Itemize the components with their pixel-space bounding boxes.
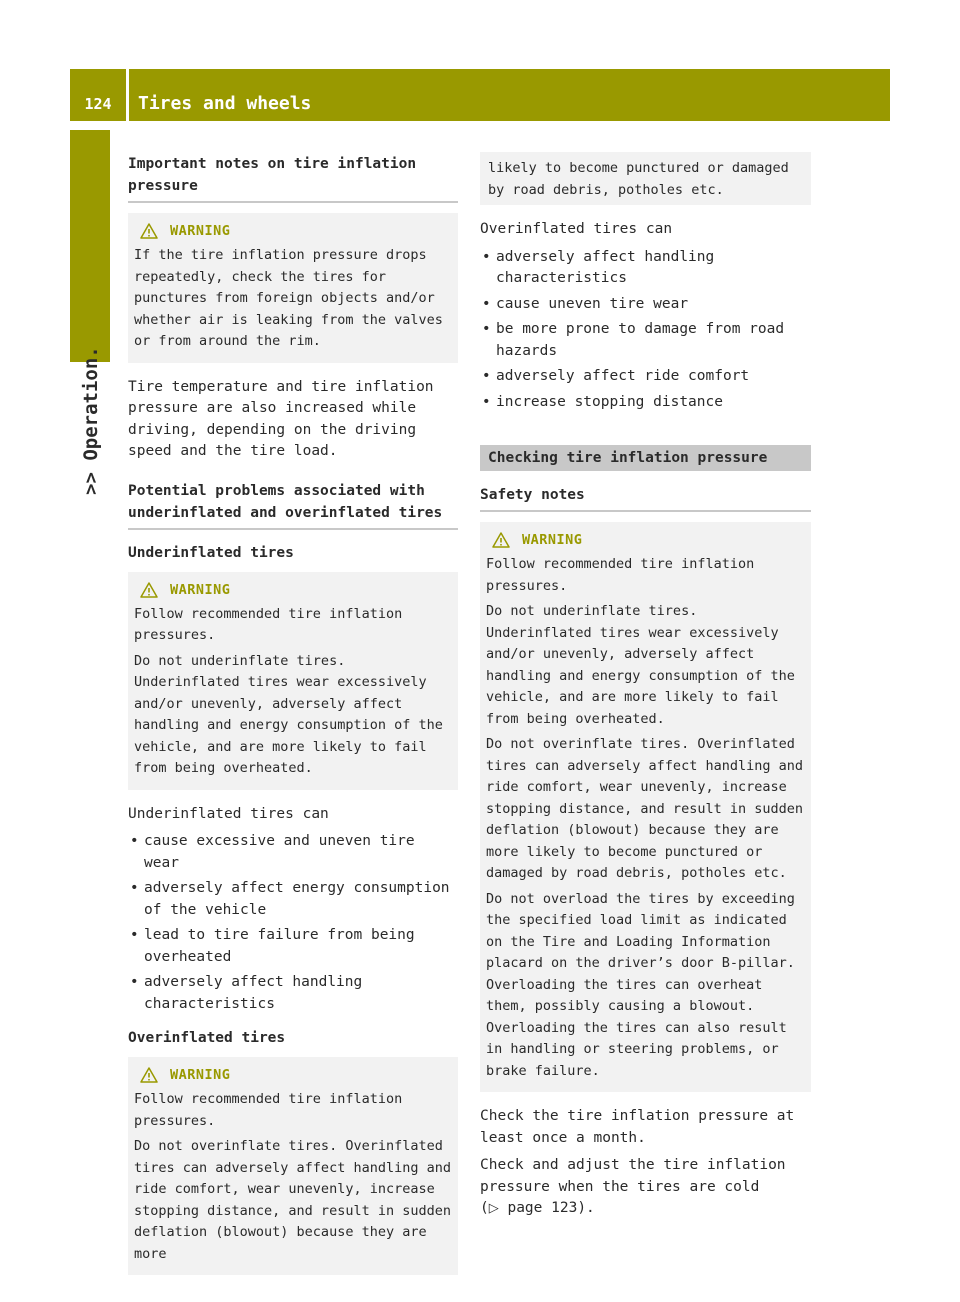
list-overinflated-effects [480, 247, 811, 414]
paragraph-overinflated-intro: Overinflated tires can [480, 221, 673, 237]
paragraph-text: Check and adjust the tire inflation pressure when the tires are cold [480, 1157, 786, 1195]
header-divider [126, 69, 129, 121]
warning-text: Do not underinflate tires. Underinflated tires wear excessively and/or unevenly, adversely affect handling and energy consumption of the vehicle, and are more likely to fail from being overheated. [134, 652, 443, 776]
warning-label: WARNING [170, 581, 231, 598]
list-item: • lead to tire failure from being overheated [128, 925, 458, 968]
section-title-inflation-notes: Important notes on tire inflation pressure [128, 150, 458, 203]
list-item: • adversely affect handling characteristics [480, 247, 811, 290]
warning-label: WARNING [522, 532, 583, 548]
list-item: • be more prone to damage from road hazards [480, 319, 811, 362]
warning-triangle-icon [140, 223, 158, 239]
paragraph-check-monthly: Check the tire inflation pressure at least once a month. [480, 1108, 795, 1146]
sidebar-tab-block [70, 130, 110, 362]
page-number: 124 [84, 95, 112, 113]
warning-text: Do not overload the tires by exceeding the specified load limit as indicated on the Tire and Loading Information placard on the driver’s door B-pillar. Overloading the tires can overheat them, possibly causing a blowout. Overloading the tires can also result in handling or steering problems, or brake failure. [486, 890, 795, 1079]
warning-box-safety [480, 522, 811, 1092]
warning-text: Do not underinflate tires. Underinflated tires wear excessively and/or unevenly, adversely affect handling and energy consumption of the vehicle, and are more likely to fail from being overheated. [486, 603, 795, 727]
chapter-title: Tires and wheels [138, 93, 312, 114]
warning-triangle-icon [140, 582, 158, 598]
warning-header [134, 1067, 452, 1083]
warning-box-continued [480, 152, 811, 205]
warning-box-underinflated [128, 572, 458, 790]
warning-triangle-icon [140, 1067, 158, 1083]
warning-header [486, 532, 805, 548]
page-ref-arrow-icon: ▷ [488, 1201, 499, 1216]
ref-open: ( [480, 1200, 489, 1216]
warning-box-overinflated [128, 1057, 458, 1275]
section-title-potential-problems: Potential problems associated with underinflated and overinflated tires [128, 477, 458, 530]
list-item: • adversely affect handling characteristics [128, 972, 458, 1015]
warning-header [134, 582, 452, 598]
warning-text: likely to become punctured or damaged by road debris, potholes etc. [488, 160, 789, 198]
page-header [70, 69, 890, 121]
subheading-overinflated: Overinflated tires [128, 1030, 286, 1046]
warning-text: Follow recommended tire inflation pressures. [486, 556, 755, 594]
page-reference-link[interactable]: page 123 [507, 1200, 578, 1216]
list-item: • increase stopping distance [480, 392, 811, 414]
warning-triangle-icon [492, 532, 510, 548]
warning-text: If the tire inflation pressure drops repeatedly, check the tires for punctures from foreign objects and/or whether air is leaking from the valves or from around the rim. [134, 247, 443, 349]
warning-text: Follow recommended tire inflation pressures. [134, 1091, 403, 1129]
paragraph-underinflated-intro: Underinflated tires can [128, 805, 329, 822]
warning-box-punctures [128, 213, 458, 363]
warning-text: Follow recommended tire inflation pressures. [134, 605, 403, 643]
section-title-safety-notes: Safety notes [480, 481, 811, 512]
warning-text: Do not overinflate tires. Overinflated tires can adversely affect handling and ride comfort, wear unevenly, increase stopping distance, and result in sudden deflation (blowout) because they are more likely to become punctured or damaged by road debris, potholes etc. [486, 736, 803, 881]
warning-text: Do not overinflate tires. Overinflated tires can adversely affect handling and ride comfort, wear unevenly, increase stopping distance, and result in sudden deflation (blowout) because they are more [134, 1138, 451, 1262]
list-item: • cause excessive and uneven tire wear [128, 831, 458, 874]
paragraph-temperature: Tire temperature and tire inflation pressure are also increased while driving, depending on the driving speed and the tire load. [128, 378, 434, 459]
left-column [128, 150, 458, 1275]
list-underinflated-effects [128, 831, 458, 1015]
paragraph-check-cold [480, 1155, 811, 1220]
list-item: • adversely affect ride comfort [480, 366, 811, 388]
subheading-underinflated: Underinflated tires [128, 544, 294, 561]
warning-label: WARNING [170, 1067, 231, 1083]
warning-label: WARNING [170, 223, 231, 239]
ref-close: ). [577, 1200, 595, 1216]
sidebar-section-text: >> Operation. [80, 346, 102, 495]
list-item: • adversely affect energy consumption of the vehicle [128, 878, 458, 921]
warning-header [134, 223, 452, 239]
list-item: • cause uneven tire wear [480, 294, 811, 316]
right-column [480, 152, 811, 1226]
section-band-checking-pressure: Checking tire inflation pressure [480, 445, 811, 471]
